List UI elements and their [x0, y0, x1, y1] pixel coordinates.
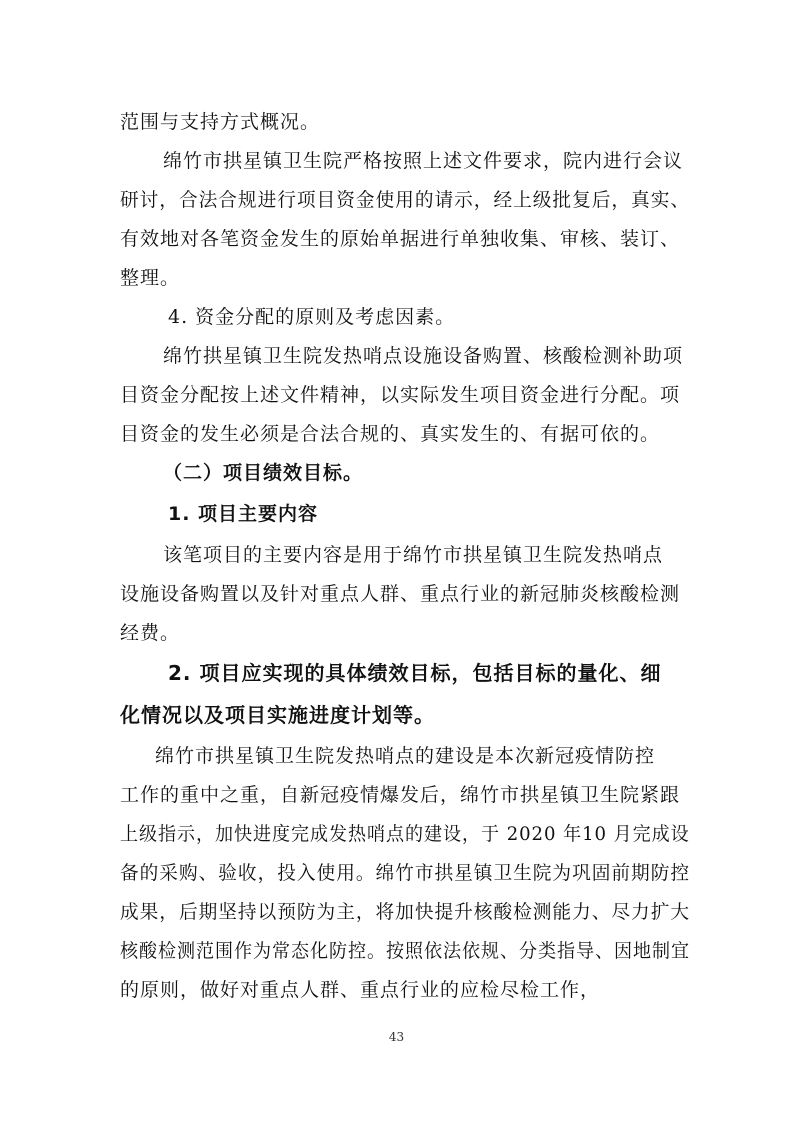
text-line: 有效地对各笔资金发生的原始单据进行单独收集、审核、装订、 [120, 228, 681, 250]
text-line: 范围与支持方式概况。 [120, 111, 321, 133]
text-line: 工作的重中之重，自新冠疫情爆发后，绵竹市拱星镇卫生院紧跟 [120, 784, 681, 806]
text-line: 绵竹市拱星镇卫生院发热哨点的建设是本次新冠疫情防控 [155, 745, 656, 767]
text-line: 整理。 [120, 267, 181, 289]
text-line: 目资金的发生必须是合法合规的、真实发生的、有据可依的。 [120, 423, 661, 445]
text-line: 成果，后期坚持以预防为主，将加快提升核酸检测能力、尽力扩大 [120, 901, 691, 923]
subsection-heading: 化情况以及项目实施进度计划等。 [120, 703, 435, 727]
section-heading: （二）项目绩效目标。 [163, 462, 364, 484]
text-line: 经费。 [120, 622, 181, 644]
text-line: 设施设备购置以及针对重点人群、重点行业的新冠肺炎核酸检测 [120, 583, 681, 605]
text-line: 上级指示，加快进度完成发热哨点的建设，于 2020 年10 月完成设 [120, 823, 690, 845]
section-heading: 4. 资金分配的原则及考虑因素。 [168, 306, 456, 328]
text-line: 核酸检测范围作为常态化防控。按照依法依规、分类指导、因地制宜 [120, 940, 691, 962]
text-line: 研讨，合法合规进行项目资金使用的请示，经上级批复后，真实、 [120, 189, 691, 211]
text-line: 备的采购、验收，投入使用。绵竹市拱星镇卫生院为巩固前期防控 [120, 862, 691, 884]
page-number: 43 [388, 1030, 405, 1044]
text-line: 该笔项目的主要内容是用于绵竹市拱星镇卫生院发热哨点 [163, 544, 664, 566]
text-line: 目资金分配按上述文件精神，以实际发生项目资金进行分配。项 [120, 384, 681, 406]
text-line: 的原则，做好对重点人群、重点行业的应检尽检工作， [120, 979, 601, 1001]
text-line: 绵竹市拱星镇卫生院严格按照上述文件要求，院内进行会议 [163, 150, 684, 172]
subsection-heading: 2. 项目应实现的具体绩效目标，包括目标的量化、细 [168, 661, 662, 685]
text-line: 绵竹拱星镇卫生院发热哨点设施设备购置、核酸检测补助项 [163, 345, 684, 367]
subsection-heading: 1. 项目主要内容 [168, 503, 319, 525]
